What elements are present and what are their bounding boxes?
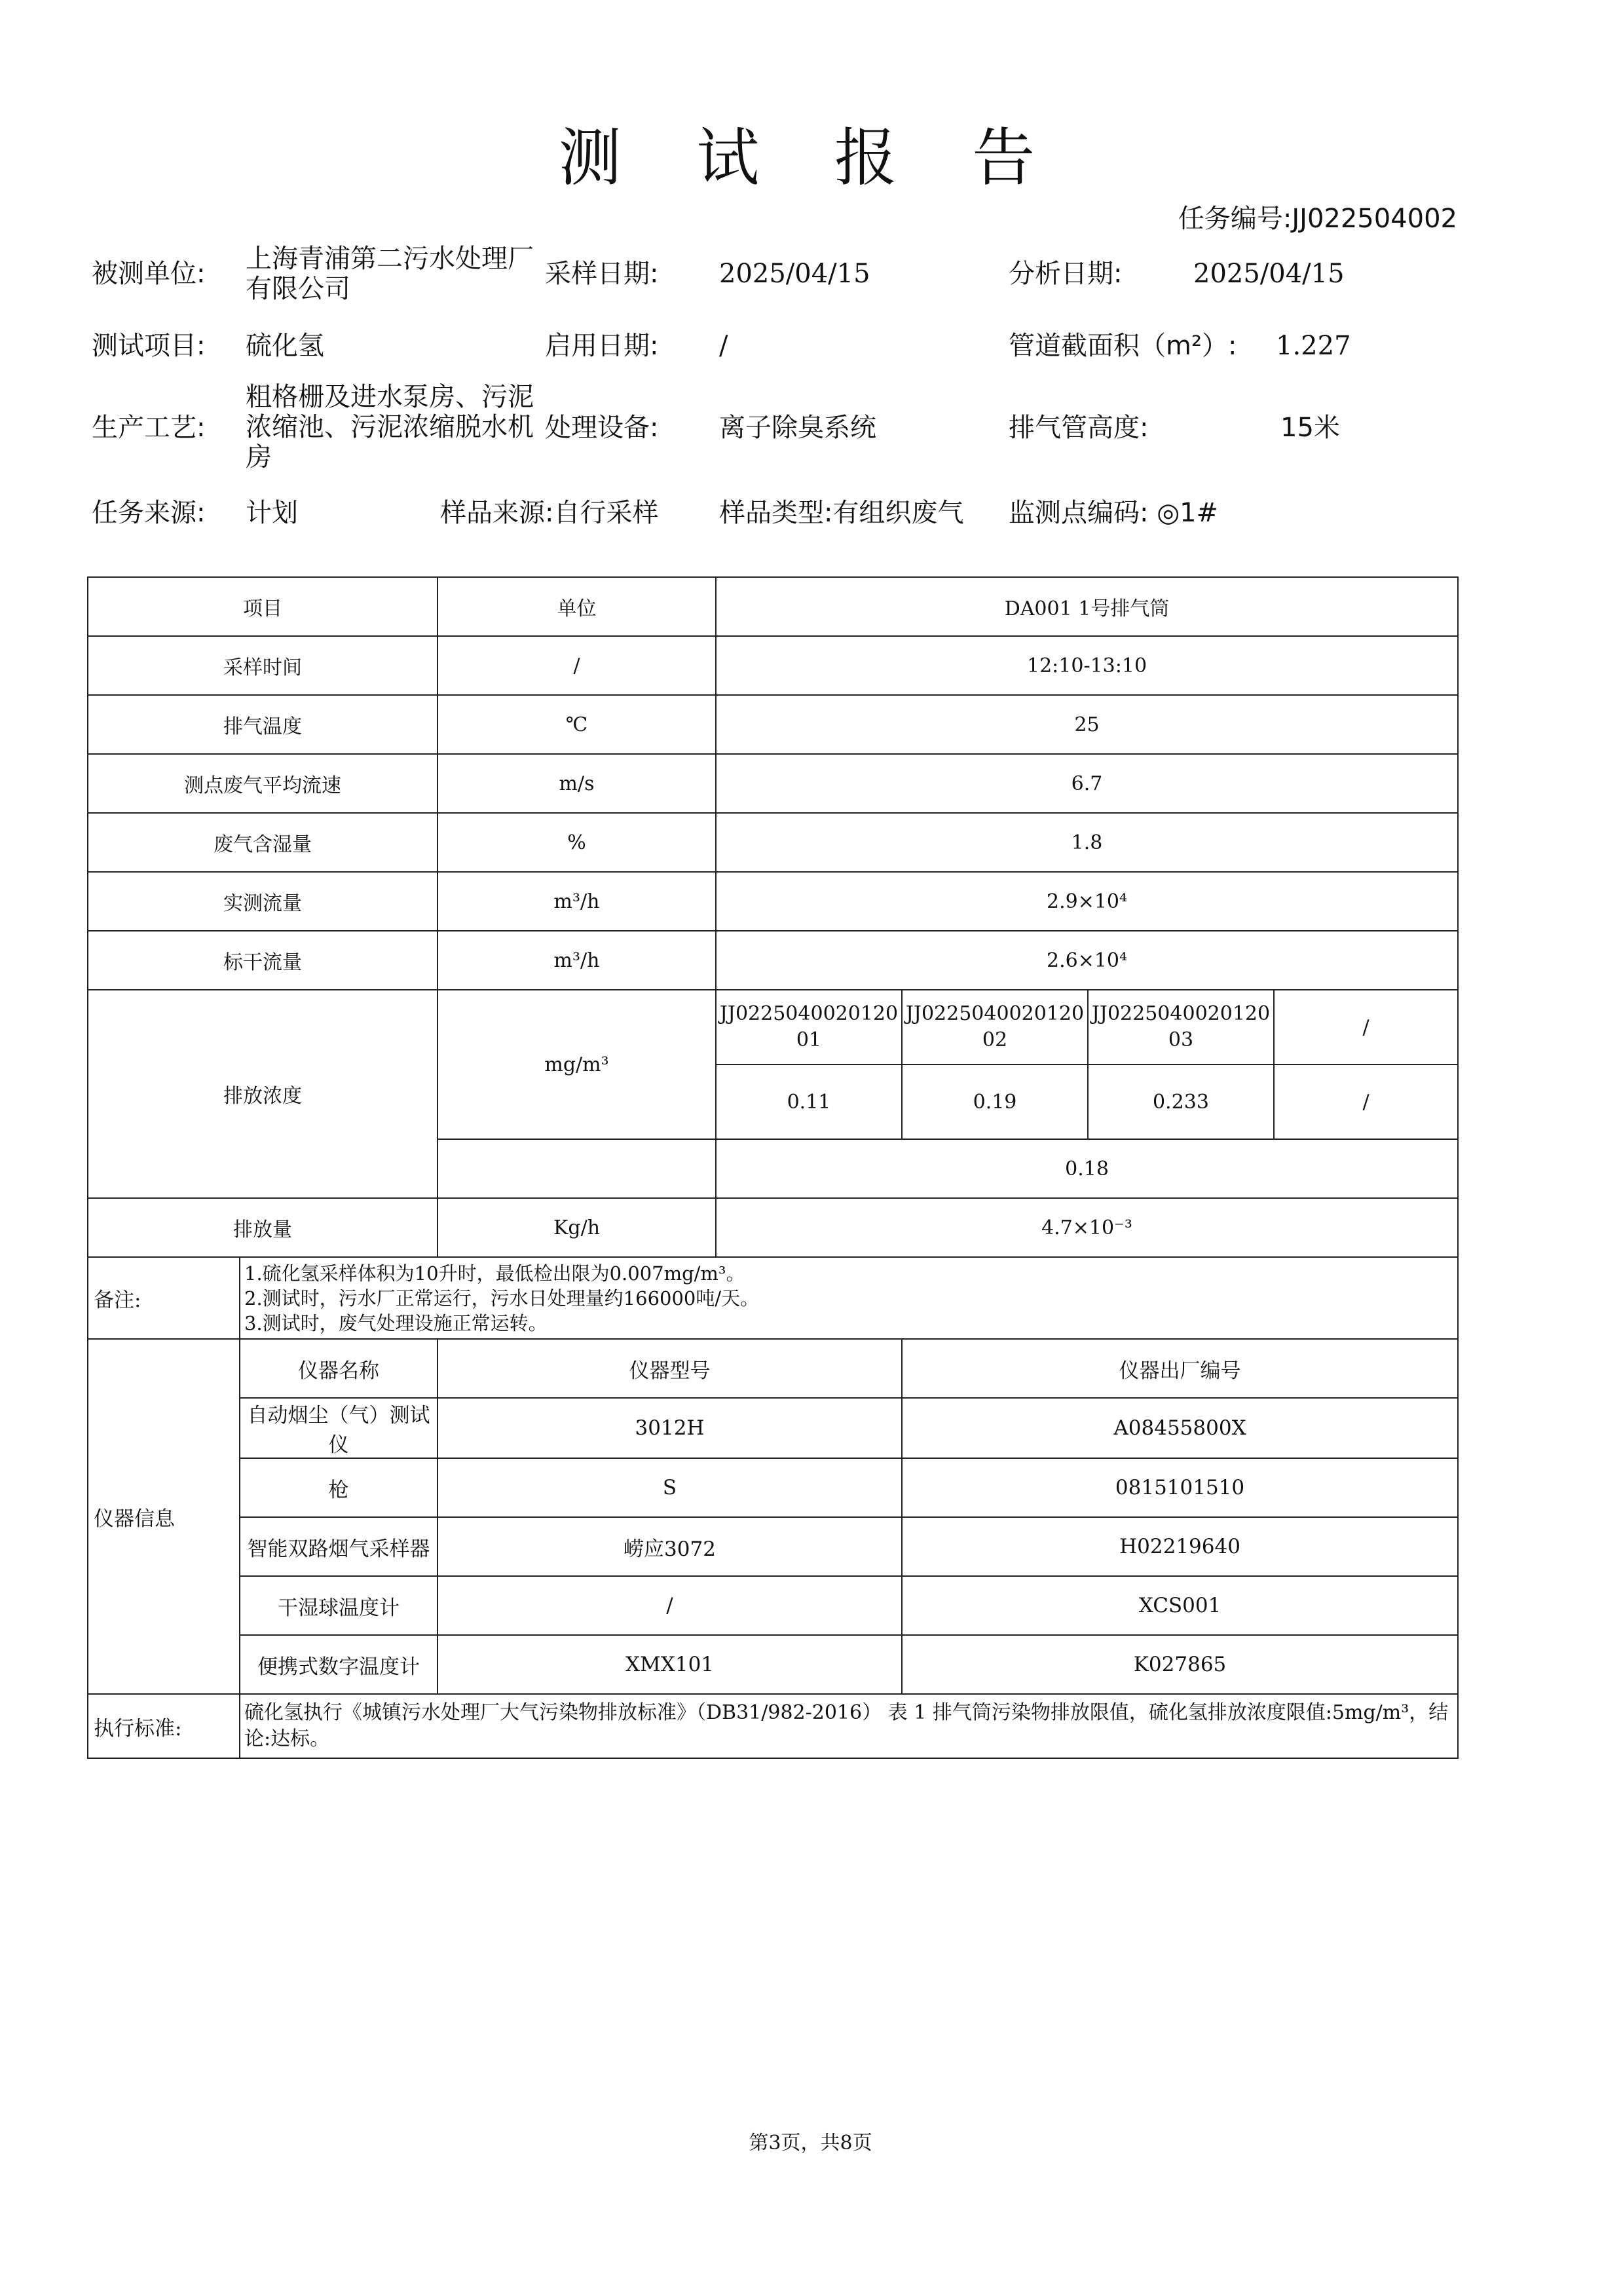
remarks-content bbox=[240, 1257, 1458, 1339]
instrument-name: 便携式数字温度计 bbox=[240, 1635, 438, 1694]
row-item: 测点废气平均流速 bbox=[88, 754, 438, 813]
standard-text: 硫化氢执行《城镇污水处理厂大气污染物排放标准》（DB31/982-2016） 表 1 排气筒污染物排放限值，硫化氢排放浓度限值:5mg/m³，结论:达标。 bbox=[240, 1694, 1458, 1758]
start-date-label: 启用日期: bbox=[545, 331, 659, 361]
emission-rate-item: 排放量 bbox=[88, 1198, 438, 1257]
analysis-date-value: 2025/04/15 bbox=[1193, 259, 1345, 289]
instrument-name: 自动烟尘（气）测试仪 bbox=[240, 1398, 438, 1458]
row-item: 标干流量 bbox=[88, 931, 438, 990]
instrument-row bbox=[88, 1635, 1458, 1694]
instrument-model: 3012H bbox=[438, 1398, 902, 1458]
instrument-header-name: 仪器名称 bbox=[240, 1339, 438, 1398]
instrument-row bbox=[88, 1576, 1458, 1635]
table-row bbox=[88, 813, 1458, 872]
process-value: 粗格栅及进水泵房、污泥浓缩池、污泥浓缩脱水机房 bbox=[246, 382, 534, 472]
instrument-serial: A08455800X bbox=[902, 1398, 1458, 1458]
page-footer: 第3页，共8页 bbox=[749, 2132, 872, 2155]
source-label: 任务来源: bbox=[92, 498, 206, 528]
conc-value-4: / bbox=[1274, 1064, 1458, 1139]
header-item: 项目 bbox=[88, 577, 438, 636]
row-item: 排气温度 bbox=[88, 695, 438, 754]
stack-height-value: 15米 bbox=[1280, 413, 1340, 443]
row-value: 2.9×10⁴ bbox=[716, 872, 1458, 931]
sample-id-4: / bbox=[1274, 990, 1458, 1064]
standard-row bbox=[88, 1694, 1458, 1758]
instrument-serial: XCS001 bbox=[902, 1576, 1458, 1635]
row-value: 25 bbox=[716, 695, 1458, 754]
emission-conc-unit: mg/m³ bbox=[438, 990, 716, 1139]
pipe-area-label: 管道截面积（m²）: bbox=[1009, 331, 1237, 361]
test-results-table bbox=[87, 576, 1459, 1759]
emission-conc-unit-spacer bbox=[438, 1139, 716, 1198]
table-row bbox=[88, 931, 1458, 990]
instrument-model: S bbox=[438, 1458, 902, 1517]
emission-conc-item: 排放浓度 bbox=[88, 990, 438, 1198]
test-item-label: 测试项目: bbox=[92, 331, 206, 361]
sample-type: 样品类型:有组织废气 bbox=[719, 498, 964, 528]
start-date-value: / bbox=[719, 331, 728, 361]
instrument-name: 智能双路烟气采样器 bbox=[240, 1517, 438, 1576]
row-unit: m/s bbox=[438, 754, 716, 813]
instrument-row bbox=[88, 1517, 1458, 1576]
report-title: 测 试 报 告 bbox=[558, 121, 1063, 195]
conc-value-1: 0.11 bbox=[716, 1064, 902, 1139]
pipe-area-value: 1.227 bbox=[1276, 331, 1351, 361]
sampling-date-label: 采样日期: bbox=[545, 259, 659, 289]
instrument-name: 干湿球温度计 bbox=[240, 1576, 438, 1635]
instrument-row bbox=[88, 1458, 1458, 1517]
table-row bbox=[88, 754, 1458, 813]
instrument-serial: H02219640 bbox=[902, 1517, 1458, 1576]
point-code: 监测点编码: ◎1# bbox=[1009, 498, 1219, 528]
instrument-row bbox=[88, 1398, 1458, 1458]
row-item: 采样时间 bbox=[88, 636, 438, 695]
instrument-serial: 0815101510 bbox=[902, 1458, 1458, 1517]
remarks-row bbox=[88, 1257, 1458, 1339]
standard-label: 执行标准: bbox=[88, 1694, 240, 1758]
instrument-model: 崂应3072 bbox=[438, 1517, 902, 1576]
conc-average: 0.18 bbox=[716, 1139, 1458, 1198]
instrument-header-row bbox=[88, 1339, 1458, 1398]
equipment-value: 离子除臭系统 bbox=[719, 413, 876, 443]
remarks-label: 备注: bbox=[88, 1257, 240, 1339]
conc-value-2: 0.19 bbox=[902, 1064, 1088, 1139]
row-unit: / bbox=[438, 636, 716, 695]
instrument-header-serial: 仪器出厂编号 bbox=[902, 1339, 1458, 1398]
instrument-label: 仪器信息 bbox=[88, 1339, 240, 1694]
row-unit: m³/h bbox=[438, 872, 716, 931]
source-value: 计划 bbox=[246, 498, 298, 528]
instrument-serial: K027865 bbox=[902, 1635, 1458, 1694]
row-unit: % bbox=[438, 813, 716, 872]
row-value: 6.7 bbox=[716, 754, 1458, 813]
row-value: 1.8 bbox=[716, 813, 1458, 872]
instrument-name: 枪 bbox=[240, 1458, 438, 1517]
process-label: 生产工艺: bbox=[92, 413, 206, 443]
row-item: 废气含湿量 bbox=[88, 813, 438, 872]
table-header-row bbox=[88, 577, 1458, 636]
row-unit: m³/h bbox=[438, 931, 716, 990]
equipment-label: 处理设备: bbox=[545, 413, 659, 443]
instrument-model: / bbox=[438, 1576, 902, 1635]
row-value: 2.6×10⁴ bbox=[716, 931, 1458, 990]
header-stack: DA001 1号排气筒 bbox=[716, 577, 1458, 636]
analysis-date-label: 分析日期: bbox=[1009, 259, 1123, 289]
remark-3: 3.测试时，废气处理设施正常运转。 bbox=[244, 1311, 548, 1334]
row-value: 12:10-13:10 bbox=[716, 636, 1458, 695]
header-unit: 单位 bbox=[438, 577, 716, 636]
task-number: 任务编号:JJ022504002 bbox=[1178, 204, 1457, 234]
emission-rate-row bbox=[88, 1198, 1458, 1257]
instrument-model: XMX101 bbox=[438, 1635, 902, 1694]
sampling-date-value: 2025/04/15 bbox=[719, 259, 870, 289]
emission-conc-sample-row bbox=[88, 990, 1458, 1064]
table-row bbox=[88, 872, 1458, 931]
unit-value: 上海青浦第二污水处理厂有限公司 bbox=[246, 244, 534, 304]
sample-id-3: JJ022504002012003 bbox=[1088, 990, 1274, 1064]
test-item-value: 硫化氢 bbox=[246, 331, 324, 361]
emission-rate-unit: Kg/h bbox=[438, 1198, 716, 1257]
row-item: 实测流量 bbox=[88, 872, 438, 931]
unit-label: 被测单位: bbox=[92, 259, 206, 289]
conc-value-3: 0.233 bbox=[1088, 1064, 1274, 1139]
sample-id-1: JJ022504002012001 bbox=[716, 990, 902, 1064]
emission-rate-value: 4.7×10⁻³ bbox=[716, 1198, 1458, 1257]
sample-id-2: JJ022504002012002 bbox=[902, 990, 1088, 1064]
table-row bbox=[88, 695, 1458, 754]
instrument-header-model: 仪器型号 bbox=[438, 1339, 902, 1398]
sample-source: 样品来源:自行采样 bbox=[440, 498, 659, 528]
row-unit: ℃ bbox=[438, 695, 716, 754]
table-row bbox=[88, 636, 1458, 695]
stack-height-label: 排气管高度: bbox=[1009, 413, 1149, 443]
remark-1: 1.硫化氢采样体积为10升时，最低检出限为0.007mg/m³。 bbox=[244, 1262, 745, 1285]
remark-2: 2.测试时，污水厂正常运行，污水日处理量约166000吨/天。 bbox=[244, 1287, 760, 1309]
